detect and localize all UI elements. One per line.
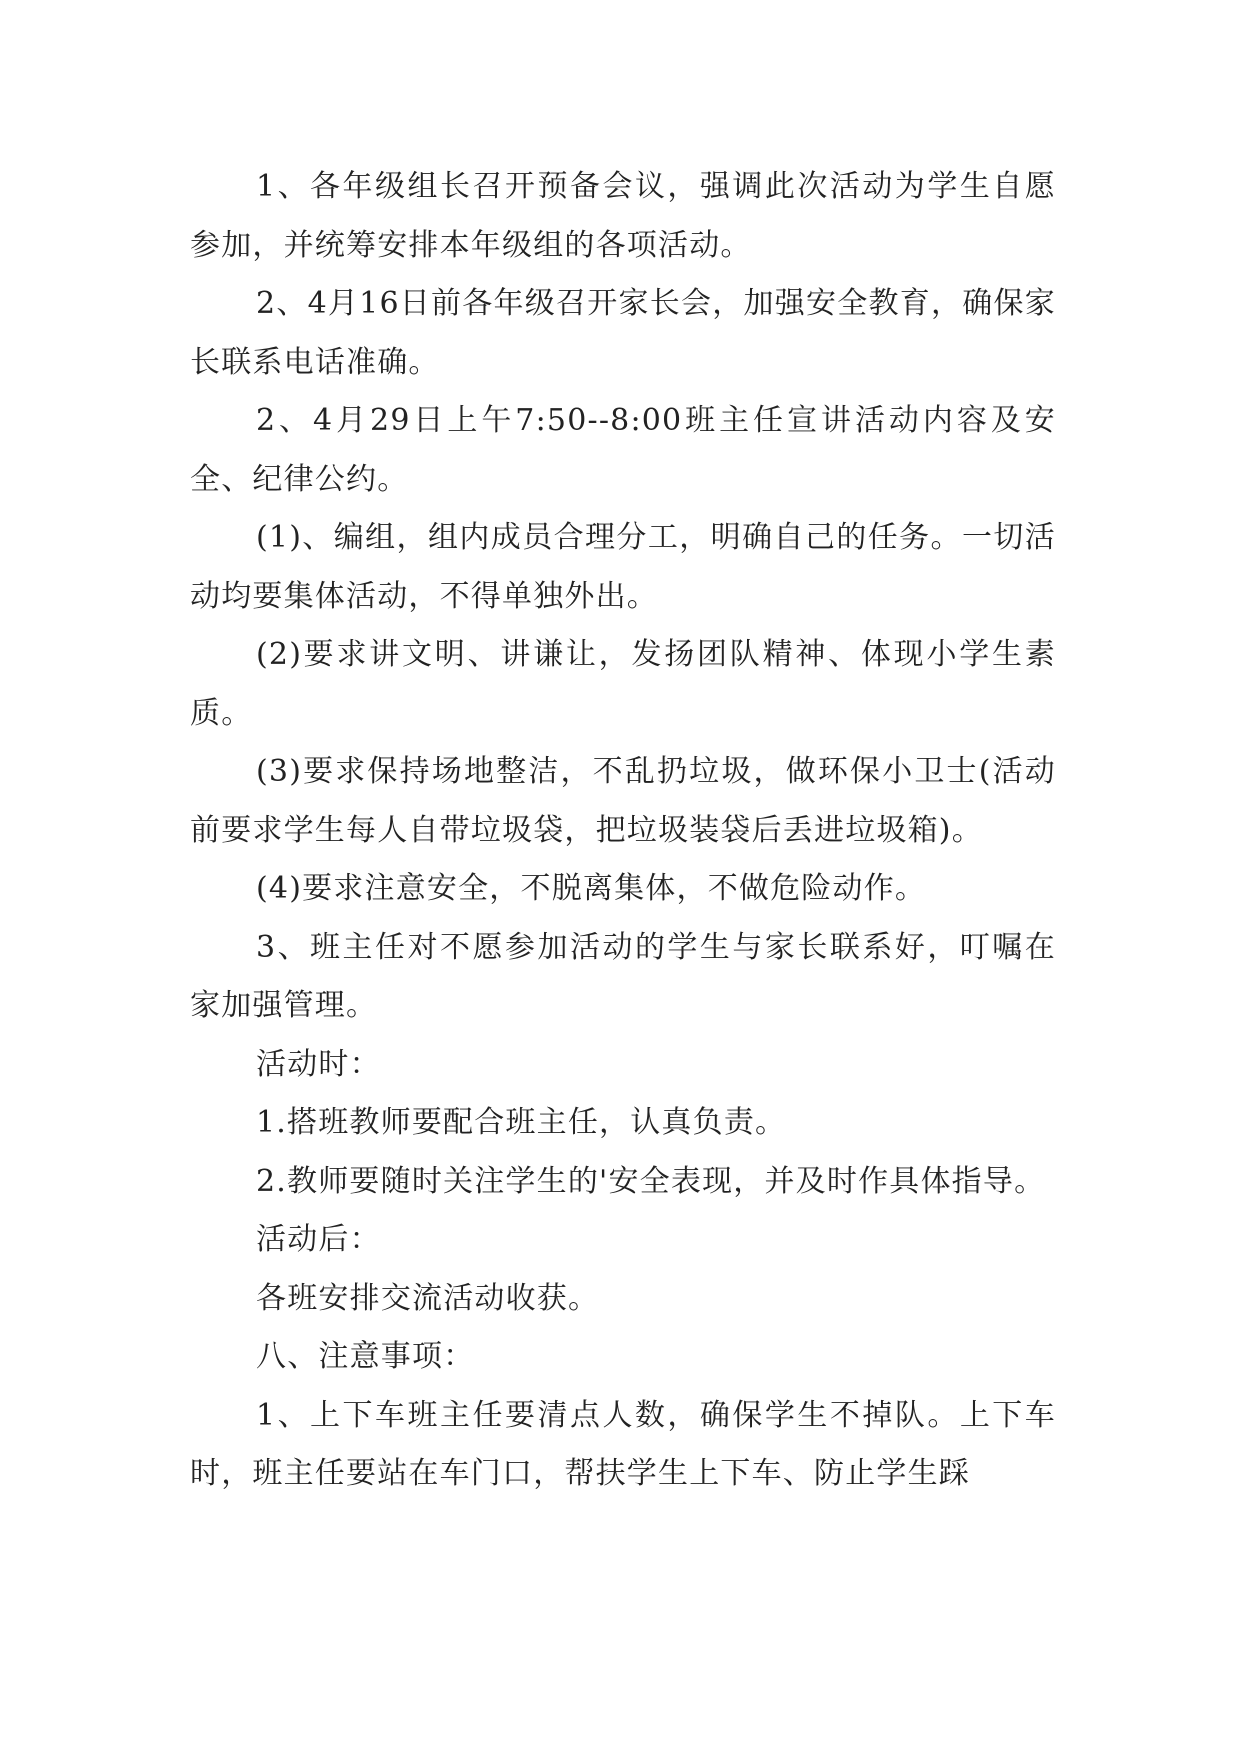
- heading-after-activity: 活动后：: [256, 1222, 381, 1257]
- paragraph-rule-2-civility: (2)要求讲文明、讲谦让，发扬团队精神、体现小学生素质。: [190, 637, 1056, 731]
- paragraph-non-participants: 3、班主任对不愿参加活动的学生与家长联系好，叮嘱在家加强管理。: [190, 929, 1056, 1023]
- paragraph-parent-meeting: 2、4月16日前各年级召开家长会，加强安全教育，确保家长联系电话准确。: [190, 286, 1056, 380]
- paragraph-precaution-1: 1、上下车班主任要清点人数，确保学生不掉队。上下车时，班主任要站在车门口，帮扶学生上下车、防止学生踩: [190, 1397, 1056, 1491]
- paragraph-preparation-meeting: 1、各年级组长召开预备会议，强调此次活动为学生自愿参加，并统筹安排本年级组的各项活动。: [190, 169, 1056, 263]
- paragraph-after-1: 各班安排交流活动收获。: [256, 1280, 600, 1316]
- document-body: [190, 158, 1056, 1504]
- paragraph-rule-3-cleanliness: (3)要求保持场地整洁，不乱扔垃圾，做环保小卫士(活动前要求学生每人自带垃圾袋，把垃圾装袋后丢进垃圾箱)。: [190, 754, 1056, 848]
- paragraph-during-2: 2.教师要随时关注学生的'安全表现，并及时作具体指导。: [256, 1163, 1046, 1199]
- paragraph-during-1: 1.搭班教师要配合班主任，认真负责。: [256, 1105, 787, 1140]
- heading-during-activity: 活动时：: [256, 1046, 381, 1082]
- paragraph-homeroom-briefing: 2、4月29日上午7:50--8:00班主任宣讲活动内容及安全、纪律公约。: [190, 403, 1056, 497]
- paragraph-rule-4-safety: (4)要求注意安全，不脱离集体，不做危险动作。: [256, 871, 927, 906]
- heading-precautions: 八、注意事项：: [256, 1339, 475, 1374]
- paragraph-rule-1-grouping: (1)、编组，组内成员合理分工，明确自己的任务。一切活动均要集体活动，不得单独外出。: [190, 520, 1056, 614]
